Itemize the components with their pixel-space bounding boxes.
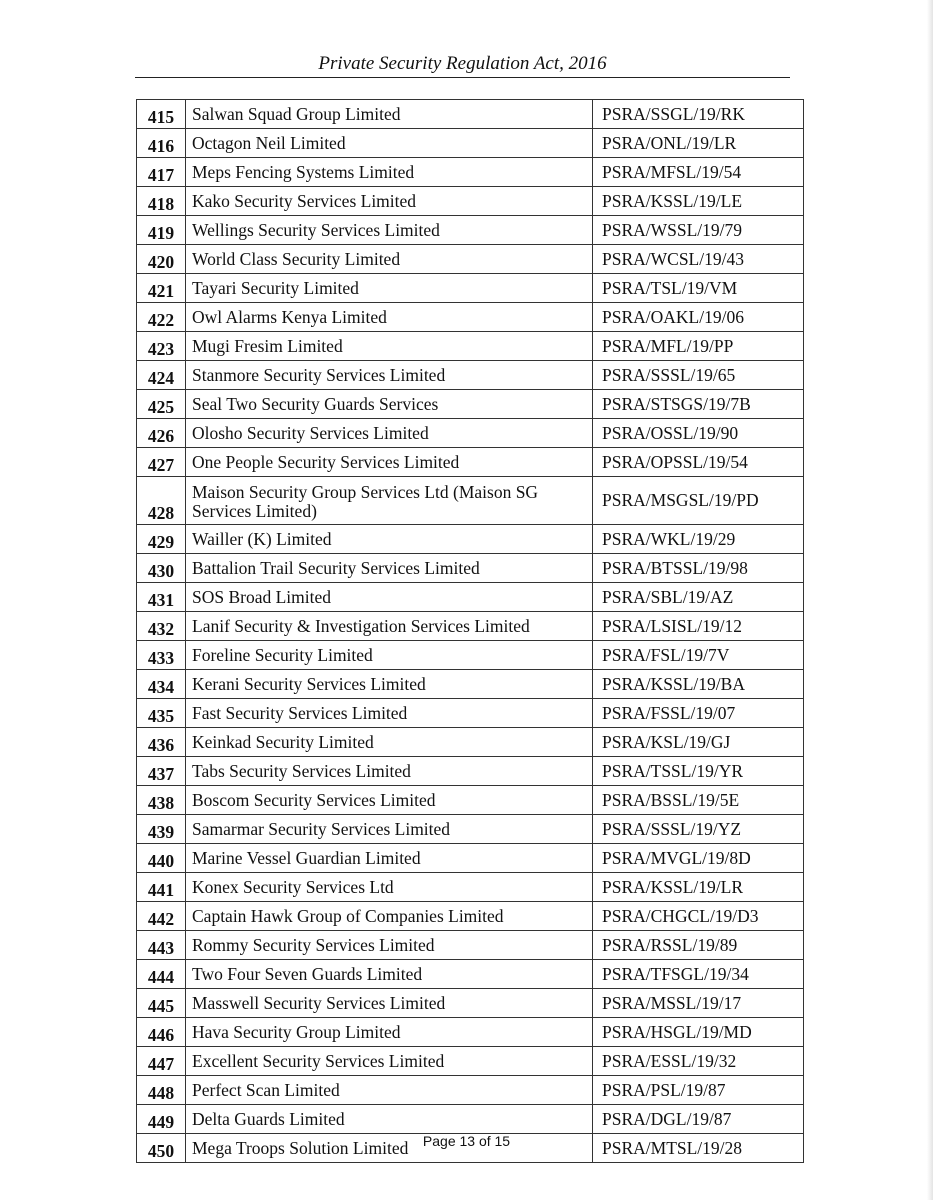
row-number: 435: [137, 699, 186, 728]
row-number: 433: [137, 641, 186, 670]
table-row: [137, 448, 804, 477]
registration-number: PSRA/OSSL/19/90: [593, 419, 804, 448]
registration-number: PSRA/LSISL/19/12: [593, 612, 804, 641]
document-header-title: Private Security Regulation Act, 2016: [318, 53, 607, 74]
row-number: 426: [137, 419, 186, 448]
table-row: [137, 1076, 804, 1105]
registration-number: PSRA/OAKL/19/06: [593, 303, 804, 332]
table-row: [137, 390, 804, 419]
company-name: Meps Fencing Systems Limited: [186, 158, 593, 187]
row-number: 418: [137, 187, 186, 216]
table-row: [137, 612, 804, 641]
registration-number: PSRA/OPSSL/19/54: [593, 448, 804, 477]
registration-number: PSRA/BSSL/19/5E: [593, 786, 804, 815]
row-number: 448: [137, 1076, 186, 1105]
registration-number: PSRA/TSSL/19/YR: [593, 757, 804, 786]
row-number: 447: [137, 1047, 186, 1076]
registration-number: PSRA/TSL/19/VM: [593, 274, 804, 303]
registration-number: PSRA/SSSL/19/65: [593, 361, 804, 390]
table-row: [137, 477, 804, 525]
row-number: 421: [137, 274, 186, 303]
registration-number: PSRA/FSSL/19/07: [593, 699, 804, 728]
row-number: 441: [137, 873, 186, 902]
row-number: 444: [137, 960, 186, 989]
table-row: [137, 815, 804, 844]
company-name: Olosho Security Services Limited: [186, 419, 593, 448]
row-number: 439: [137, 815, 186, 844]
company-name: Battalion Trail Security Services Limited: [186, 554, 593, 583]
company-name: Kako Security Services Limited: [186, 187, 593, 216]
company-name: Captain Hawk Group of Companies Limited: [186, 902, 593, 931]
company-name: Rommy Security Services Limited: [186, 931, 593, 960]
company-name: SOS Broad Limited: [186, 583, 593, 612]
row-number: 449: [137, 1105, 186, 1134]
header-divider: [135, 77, 790, 78]
row-number: 432: [137, 612, 186, 641]
row-number: 429: [137, 525, 186, 554]
company-name: Keinkad Security Limited: [186, 728, 593, 757]
registration-number: PSRA/MSGSL/19/PD: [593, 477, 804, 525]
table-body: [137, 100, 804, 1163]
table-row: [137, 931, 804, 960]
company-name: Salwan Squad Group Limited: [186, 100, 593, 129]
registration-number: PSRA/MTSL/19/28: [593, 1134, 804, 1163]
row-number: 434: [137, 670, 186, 699]
row-number: 422: [137, 303, 186, 332]
registration-number: PSRA/BTSSL/19/98: [593, 554, 804, 583]
row-number: 416: [137, 129, 186, 158]
registration-number: PSRA/RSSL/19/89: [593, 931, 804, 960]
registration-number: PSRA/TFSGL/19/34: [593, 960, 804, 989]
company-name: Maison Security Group Services Ltd (Maison SG Services Limited): [186, 477, 593, 525]
table-row: [137, 100, 804, 129]
table-row: [137, 303, 804, 332]
company-name: Boscom Security Services Limited: [186, 786, 593, 815]
licensed-companies-table: [136, 99, 804, 1163]
company-name: Wailler (K) Limited: [186, 525, 593, 554]
company-name: Two Four Seven Guards Limited: [186, 960, 593, 989]
registration-number: PSRA/DGL/19/87: [593, 1105, 804, 1134]
row-number: 436: [137, 728, 186, 757]
table-row: [137, 583, 804, 612]
table-row: [137, 187, 804, 216]
registration-number: PSRA/ONL/19/LR: [593, 129, 804, 158]
registration-number: PSRA/SSSL/19/YZ: [593, 815, 804, 844]
row-number: 415: [137, 100, 186, 129]
row-number: 437: [137, 757, 186, 786]
row-number: 450: [137, 1134, 186, 1163]
row-number: 423: [137, 332, 186, 361]
table-row: [137, 873, 804, 902]
table-row: [137, 525, 804, 554]
company-name: Foreline Security Limited: [186, 641, 593, 670]
table-row: [137, 902, 804, 931]
table-row: [137, 699, 804, 728]
row-number: 420: [137, 245, 186, 274]
company-name: Perfect Scan Limited: [186, 1076, 593, 1105]
row-number: 425: [137, 390, 186, 419]
registration-number: PSRA/SSGL/19/RK: [593, 100, 804, 129]
company-name: Samarmar Security Services Limited: [186, 815, 593, 844]
company-name: Tabs Security Services Limited: [186, 757, 593, 786]
table-row: [137, 158, 804, 187]
table-row: [137, 554, 804, 583]
company-name: Mugi Fresim Limited: [186, 332, 593, 361]
company-name: Hava Security Group Limited: [186, 1018, 593, 1047]
registration-number: PSRA/ESSL/19/32: [593, 1047, 804, 1076]
company-name: Excellent Security Services Limited: [186, 1047, 593, 1076]
company-name: Marine Vessel Guardian Limited: [186, 844, 593, 873]
company-name: Owl Alarms Kenya Limited: [186, 303, 593, 332]
company-name: World Class Security Limited: [186, 245, 593, 274]
company-name: Mega Troops Solution Limited: [186, 1134, 593, 1163]
row-number: 446: [137, 1018, 186, 1047]
company-name: One People Security Services Limited: [186, 448, 593, 477]
row-number: 442: [137, 902, 186, 931]
table-row: [137, 786, 804, 815]
registration-number: PSRA/MVGL/19/8D: [593, 844, 804, 873]
registration-number: PSRA/KSSL/19/LE: [593, 187, 804, 216]
registration-number: PSRA/STSGS/19/7B: [593, 390, 804, 419]
table-row: [137, 757, 804, 786]
table-row: [137, 216, 804, 245]
company-name: Tayari Security Limited: [186, 274, 593, 303]
registration-number: PSRA/WKL/19/29: [593, 525, 804, 554]
company-name: Fast Security Services Limited: [186, 699, 593, 728]
row-number: 438: [137, 786, 186, 815]
table-row: [137, 245, 804, 274]
company-name: Octagon Neil Limited: [186, 129, 593, 158]
row-number: 440: [137, 844, 186, 873]
registration-number: PSRA/PSL/19/87: [593, 1076, 804, 1105]
company-name: Kerani Security Services Limited: [186, 670, 593, 699]
company-name: Masswell Security Services Limited: [186, 989, 593, 1018]
row-number: 428: [137, 477, 186, 525]
row-number: 430: [137, 554, 186, 583]
company-name: Stanmore Security Services Limited: [186, 361, 593, 390]
registration-number: PSRA/WCSL/19/43: [593, 245, 804, 274]
page-edge-shadow: [927, 0, 933, 1200]
table-row: [137, 641, 804, 670]
table-row: [137, 419, 804, 448]
row-number: 443: [137, 931, 186, 960]
company-name: Konex Security Services Ltd: [186, 873, 593, 902]
table-row: [137, 332, 804, 361]
table-row: [137, 129, 804, 158]
registration-number: PSRA/MFSL/19/54: [593, 158, 804, 187]
table-row: [137, 1047, 804, 1076]
registration-number: PSRA/MFL/19/PP: [593, 332, 804, 361]
row-number: 445: [137, 989, 186, 1018]
page-number: Page 13 of 15: [422, 1133, 511, 1149]
registration-number: PSRA/KSSL/19/LR: [593, 873, 804, 902]
row-number: 424: [137, 361, 186, 390]
table-row: [137, 844, 804, 873]
table-row: [137, 670, 804, 699]
table-row: [137, 274, 804, 303]
registration-number: PSRA/MSSL/19/17: [593, 989, 804, 1018]
row-number: 417: [137, 158, 186, 187]
table-row: [137, 1105, 804, 1134]
row-number: 427: [137, 448, 186, 477]
company-name: Lanif Security & Investigation Services Limited: [186, 612, 593, 641]
registration-number: PSRA/KSSL/19/BA: [593, 670, 804, 699]
company-name: Wellings Security Services Limited: [186, 216, 593, 245]
registration-number: PSRA/HSGL/19/MD: [593, 1018, 804, 1047]
row-number: 431: [137, 583, 186, 612]
registration-number: PSRA/KSL/19/GJ: [593, 728, 804, 757]
table-row: [137, 960, 804, 989]
registration-number: PSRA/CHGCL/19/D3: [593, 902, 804, 931]
registration-number: PSRA/FSL/19/7V: [593, 641, 804, 670]
company-name: Delta Guards Limited: [186, 1105, 593, 1134]
registration-number: PSRA/WSSL/19/79: [593, 216, 804, 245]
table-row: [137, 728, 804, 757]
table-row: [137, 361, 804, 390]
table-row: [137, 989, 804, 1018]
table-row: [137, 1018, 804, 1047]
row-number: 419: [137, 216, 186, 245]
registration-number: PSRA/SBL/19/AZ: [593, 583, 804, 612]
company-name: Seal Two Security Guards Services: [186, 390, 593, 419]
